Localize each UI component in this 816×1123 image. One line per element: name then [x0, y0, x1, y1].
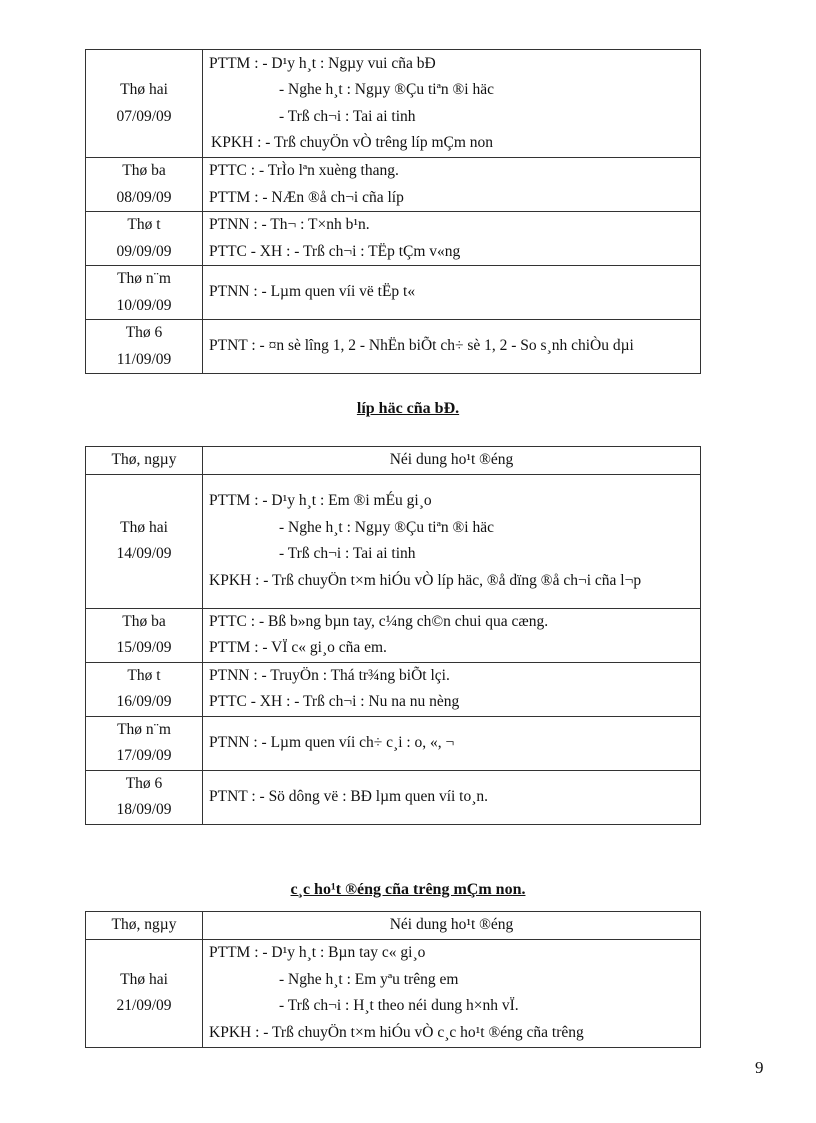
schedule-table-week2 — [85, 446, 701, 825]
header-content-col: Néi dung ho¹t ®éng — [203, 912, 701, 940]
table-row — [86, 266, 701, 320]
activity-cell — [203, 662, 701, 716]
day-name: Thø t — [127, 666, 161, 684]
activity-line: PTTC : - TrÌo lªn xuèng thang. — [209, 162, 399, 179]
day-cell — [86, 716, 203, 770]
day-date: 14/09/09 — [116, 545, 172, 562]
activity-cell — [203, 474, 701, 608]
day-date: 17/09/09 — [116, 747, 172, 764]
table-row — [86, 212, 701, 266]
activity-line: - Trß ch¬i : H¸t theo néi dung h×nh vÏ. — [279, 997, 519, 1014]
day-name: Thø ba — [122, 612, 166, 630]
header-date-col: Thø, ngµy — [86, 912, 203, 940]
day-cell — [86, 662, 203, 716]
header-date-col: Thø, ngµy — [86, 447, 203, 475]
schedule-table-week1 — [85, 49, 701, 374]
section-heading-school: c¸c ho¹t ®éng cña trêng mÇm non. — [290, 881, 526, 898]
activity-line: - Nghe h¸t : Ngµy ®Çu tiªn ®i häc — [279, 81, 494, 98]
day-cell — [86, 770, 203, 824]
activity-line: KPKH : - Trß chuyÖn vÒ trêng líp mÇm non — [211, 134, 494, 151]
table-row — [86, 939, 701, 1047]
activity-cell — [203, 212, 701, 266]
activity-line: PTNN : - Th¬ : T×nh b¹n. — [209, 216, 370, 233]
header-content-col: Néi dung ho¹t ®éng — [203, 447, 701, 475]
activity-line: PTTC : - Bß b»ng bµn tay, c¼ng ch©n chui qua cæng. — [209, 612, 549, 630]
activity-cell — [203, 266, 701, 320]
activity-line: - Nghe h¸t : Ngµy ®Çu tiªn ®i häc — [279, 518, 494, 536]
day-date: 11/09/09 — [116, 350, 172, 368]
table-row — [86, 158, 701, 212]
activity-line: - Trß ch¬i : Tai ai tinh — [279, 107, 416, 125]
table-row — [86, 662, 701, 716]
activity-line: PTNN : - Lµm quen víi vë tËp t« — [209, 283, 416, 301]
day-date: 21/09/09 — [116, 997, 172, 1014]
activity-line: PTNT : - ¤n sè lîng 1, 2 - NhËn biÕt ch÷ sè 1, 2 - So s¸nh chiÒu dµi — [209, 337, 634, 355]
schedule-table-week3 — [85, 911, 701, 1048]
table-row — [86, 50, 701, 158]
activity-line: - Trß ch¬i : Tai ai tinh — [279, 545, 416, 562]
activity-line: PTNN : - TruyÖn : Thá tr¾ng biÕt lçi. — [209, 666, 450, 684]
day-date: 08/09/09 — [116, 188, 172, 206]
day-name: Thø hai — [120, 81, 168, 98]
table-row — [86, 320, 701, 374]
day-cell — [86, 320, 203, 374]
activity-line: PTTM : - D¹y h¸t : Ngµy vui cña bÐ — [209, 54, 436, 72]
day-date: 16/09/09 — [116, 693, 172, 710]
day-cell — [86, 158, 203, 212]
day-name: Thø t — [127, 216, 161, 233]
activity-cell — [203, 716, 701, 770]
day-name: Thø 6 — [125, 774, 163, 792]
activity-line: - Nghe h¸t : Em yªu trêng em — [279, 970, 459, 988]
activity-line: PTTM : - VÏ c« gi¸o cña em. — [209, 639, 387, 656]
day-cell — [86, 50, 203, 158]
activity-cell — [203, 320, 701, 374]
activity-cell — [203, 608, 701, 662]
page-number: 9 — [755, 1058, 764, 1077]
section-heading-class: líp häc cña bÐ. — [356, 400, 460, 417]
activity-cell — [203, 50, 701, 158]
day-cell — [86, 266, 203, 320]
day-name: Thø hai — [120, 518, 168, 536]
day-date: 18/09/09 — [116, 801, 172, 818]
activity-line: PTTC - XH : - Trß ch¬i : TËp tÇm v«ng — [209, 242, 461, 260]
activity-line: PTTC - XH : - Trß ch¬i : Nu na nu nèng — [209, 693, 460, 710]
table-row — [86, 770, 701, 824]
table-row — [86, 608, 701, 662]
activity-cell — [203, 158, 701, 212]
activity-line: KPKH : - Trß chuyÖn t×m hiÓu vÒ c¸c ho¹t ®éng cña trêng — [209, 1023, 584, 1041]
table-row — [86, 716, 701, 770]
activity-line: PTTM : - NÆn ®å ch¬i cña líp — [209, 188, 404, 206]
table-header-row — [86, 447, 701, 475]
activity-line: PTTM : - D¹y h¸t : Em ®i mÉu gi¸o — [209, 492, 432, 509]
day-name: Thø 6 — [125, 324, 163, 341]
day-name: Thø n¨m — [117, 720, 171, 738]
table-header-row — [86, 912, 701, 940]
day-date: 15/09/09 — [116, 639, 172, 656]
table-row — [86, 474, 701, 608]
activity-line: PTTM : - D¹y h¸t : Bµn tay c« gi¸o — [209, 944, 426, 961]
day-cell — [86, 474, 203, 608]
day-date: 07/09/09 — [116, 107, 172, 125]
activity-cell — [203, 939, 701, 1047]
day-name: Thø ba — [122, 162, 166, 179]
activity-line: PTNN : - Lµm quen víi ch÷ c¸i : o, «, ¬ — [209, 733, 455, 751]
day-name: Thø hai — [120, 970, 168, 988]
day-cell — [86, 212, 203, 266]
day-date: 10/09/09 — [116, 296, 172, 314]
activity-cell — [203, 770, 701, 824]
day-date: 09/09/09 — [116, 242, 172, 260]
day-name: Thø n¨m — [117, 270, 171, 287]
day-cell — [86, 608, 203, 662]
day-cell — [86, 939, 203, 1047]
activity-line: PTNT : - Sö dông vë : BÐ lµm quen víi to¸n. — [209, 787, 489, 805]
activity-line: KPKH : - Trß chuyÖn t×m hiÓu vÒ líp häc, ®å dïng ®å ch¬i cña l¬p — [209, 571, 642, 589]
